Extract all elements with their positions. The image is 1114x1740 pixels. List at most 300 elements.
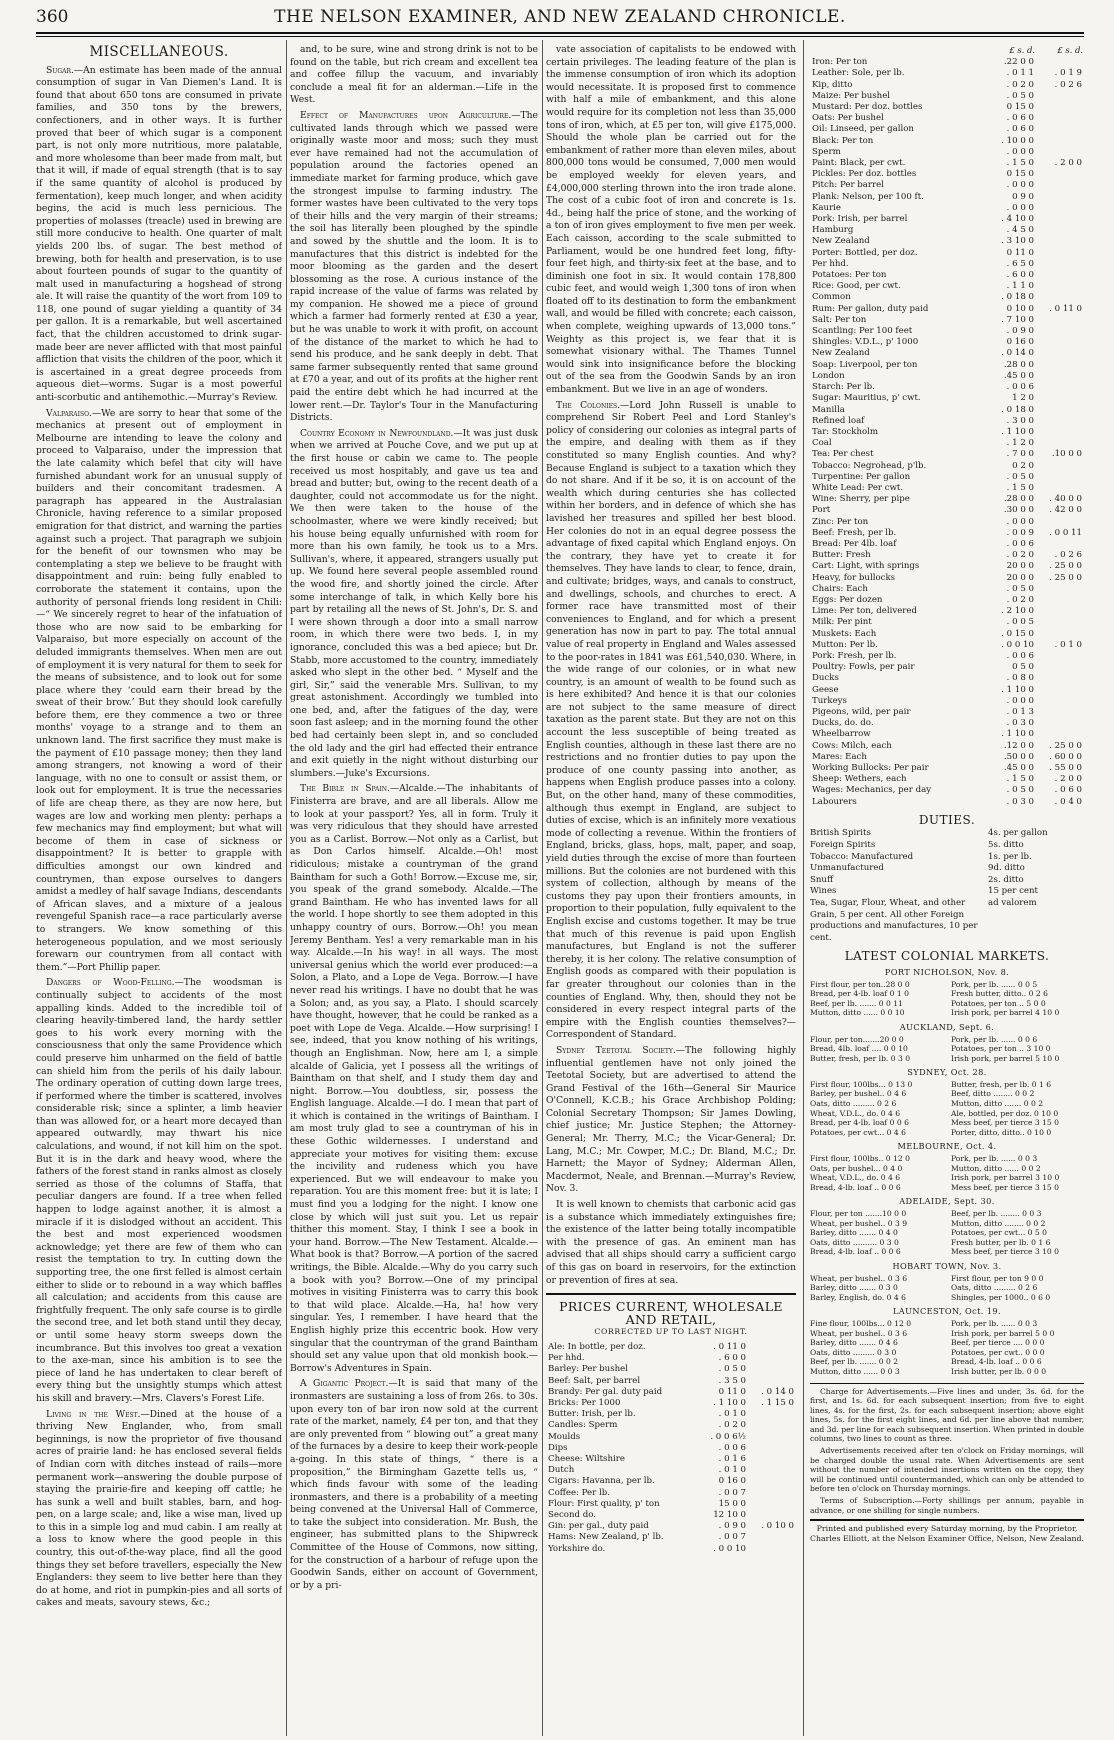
article-paragraph [546,1199,796,1287]
article-heading: Living in the West. [46,1408,141,1420]
price-value-max [1036,584,1084,595]
price-value: . 0 0 7 [718,1487,746,1498]
price-item: Black: Per ton [812,135,874,146]
price-row [810,785,1084,796]
price-row [546,1420,796,1431]
price-value: 0 9 0 [1012,191,1034,202]
market-price: Potatoes, per cwt... 0 5 0 [951,1228,1047,1238]
duty-item: Unmanufactured [810,863,884,874]
price-value: . 4 10 0 [1001,214,1034,225]
price-row [546,1409,796,1420]
prices-title: PRICES CURRENT, WHOLESALE AND RETAIL, [559,1299,783,1327]
market-price: Bread, per 4-lb. loaf 0 1 0 [810,989,909,999]
market-price: Beef, ditto ........ 0 0 2 [951,1089,1035,1099]
price-row [810,505,1084,516]
price-row [810,158,1084,169]
price-value-max [1036,124,1084,135]
market-price: Mutton, ditto ...... 0 0 10 [810,1008,905,1018]
price-row [810,606,1084,617]
price-header-blank [810,44,990,57]
price-value-max [1036,192,1084,203]
price-value: . 0 2 0 [718,1420,746,1431]
price-value: . 0 0 10 [1001,639,1034,650]
price-row [810,270,1084,281]
price-value: . 0 15 0 [1001,628,1034,639]
market-price: Oats, ditto ......... 0 2 6 [951,1283,1038,1293]
price-item: Mustard: Per doz. bottles [812,102,923,113]
price-row [810,304,1084,315]
market-price: Oats, ditto ......... 0 3 0 [810,1347,897,1357]
article-paragraph [36,408,282,975]
price-value-max: . 0 4 0 [1054,796,1082,807]
price-value: . 1 10 0 [1001,729,1034,740]
price-item: Dips [548,1442,568,1453]
price-item: Starch: Per lb. [812,382,875,393]
market-prices [810,1154,1084,1192]
price-item: Oil: Linseed, per gallon [812,124,914,135]
price-item: Moulds [548,1431,581,1442]
price-value: .12 0 0 [1003,740,1034,751]
price-row [810,662,1084,673]
advertisement-terms [810,1383,1084,1516]
price-item: Wages: Mechanics, per day [812,785,932,796]
price-value-max: . 0 11 0 [1049,303,1082,314]
price-value-max [1036,214,1084,225]
price-value: .45 0 0 [1003,370,1034,381]
market-price: Irish pork, per barrel 3 10 0 [951,1173,1060,1183]
column-1-articles [36,65,282,1610]
price-item: Coal [812,438,832,449]
price-value: . 4 5 0 [1006,225,1034,236]
price-value: .50 0 0 [1003,751,1034,762]
column-divider [542,40,543,1736]
price-value-max [1036,203,1084,214]
price-row [810,472,1084,483]
price-item: Mares: Each [812,751,867,762]
price-value-max [1036,102,1084,113]
price-value: 0 15 0 [1006,102,1034,113]
price-item: Second do. [548,1510,596,1521]
market-price: Oats, ditto ......... 0 2 6 [810,1099,897,1109]
duty-row [810,840,1084,852]
prices-subtitle: CORRECTED UP TO LAST NIGHT. [594,1327,748,1337]
price-row [810,528,1084,539]
price-value: . 0 1 3 [1006,706,1034,717]
article-text: —Alcalde.—The inhabitants of Finisterra are brave, and are all liberals. Allow me to look at your passport? Yes, all in form. Truly it was very ridiculous that they should have arrested you as a Carlist. Borrow.—Not only as a Carlist, but as Don Carlos himself. Alcalde.—Oh! most ridiculous; mistake a countryman of the grand Baintham for such a Goth! Borrow.—Excuse me, sir, you speak of the grand somebody. Alcalde.—The grand Baintham. He who has invented laws for all the world. I hope shortly to see them adopted in this unhappy country of ours. Borrow.—Oh! you mean Jeremy Bentham. Yes! a very remarkable man in his way. Alcalde.—In his way! in all ways. The most universal genius which the world ever produced:—a Solon, a Plato, and a Lope de Vega. Borrow.—I have never read his writings. I have no doubt that he was a Solon; and, as you say, a Plato. I should scarcely have thought, however, that he could be ranked as a poet with Lope de Vega. Alcalde.—How surprising! I see, indeed, that you know nothing of his writings, though an Englishman. Now, here am I, a simple alcalde of Galicia, yet I possess all the writings of Baintham on that shelf, and I study them day and night. Borrow.—You doubtless, sir, possess the English language. Alcalde.—I do. I mean that part of it which is contained in the writings of Baintham. I am most truly glad to see a countryman of his in these Gothic wildernesses. I understand and appreciate your motives for visiting them: excuse the incivility and rudeness which you have experienced. But we will endeavour to make you reparation. You are this moment free: but it is late; I must find you a lodging for the night. I know one close by which will just suit you. Let us repair thither this moment. Stay, I think I see a book in your hand. Borrow.—The New Testament. Alcalde.—What book is that? Borrow.—A portion of the sacred writings, the Bible. Alcalde.—Why do you carry such a book with you? Borrow.—One of my principal motives in visiting Finisterra was to carry this book to that wild place. Alcalde.—Ha, ha! how very singular. Yes, I remember. I have heard that the English highly prize this eccentric book. How very singular that the countryman of the grand Baintham should set any value upon that old monkish book.—Borrow's Adventures in Spain. [290,783,538,1374]
price-value-max [1036,292,1084,303]
price-row [810,113,1084,124]
price-item: Turkeys [812,695,847,706]
price-row [810,80,1084,91]
price-value-max: . 0 2 6 [1054,79,1082,90]
duty-rate: 9d. ditto [988,863,1025,874]
price-row [546,1376,796,1387]
price-value-max [1036,371,1084,382]
price-value-max: . 0 1 0 [1054,639,1082,650]
price-item: Refined loaf [812,415,865,426]
price-item: Oats: Per bushel [812,113,884,124]
article-text: —Dined at the house of a thriving New Englander, who, from small beginnings, is now the proprietor of five thousand acres of prairie land: he has enclosed several fields of Indian corn with ditches instead of rails—more permanent work—answering the double purpose of staying the prairie-fire and keeping off cattle; he has sunk a well and built stables, barn, and hog-pen, on a large scale; and, like a wise man, lived up to this in a simple log and mud cabin. I am really at a loss to know where the good people in this country, this out-of-the-way place, find all the good things they set before travellers, especially the New Englanders: they seem to live better here than they do at home, and riot in pumpkin-pies and all sorts of cakes and meats, savoury stews, &c.; [36,1408,282,1609]
price-value: . 0 0 6 [718,1442,746,1453]
price-value-max [1036,729,1084,740]
price-row [810,595,1084,606]
price-value: . 7 10 0 [1001,314,1034,325]
price-row [810,236,1084,247]
price-value-max [748,1342,796,1353]
price-value: . 0 18 0 [1001,292,1034,303]
market-price: Mutton, ditto ....... 0 0 2 [951,1099,1044,1109]
price-row [546,1476,796,1487]
market-price: Flour, per ton .......10 0 0 [810,1209,907,1218]
duty-item: British Spirits [810,828,871,839]
price-item: Flour: First quality, p' ton [548,1498,660,1509]
price-value-max [748,1364,796,1375]
market-price: Potatoes, per ton .. 3 10 0 [951,1044,1051,1054]
article-text: and, to be sure, wine and strong drink is not to be found on the table, but rich cream and excellent tea and coffee fillup the vacuum, and invariably conclude a meal fit for an alderman.—Life in the West. [290,44,538,106]
price-value: . 3 10 0 [1001,236,1034,247]
price-value: . 0 8 0 [1006,673,1034,684]
price-value: . 1 5 0 [1006,774,1034,785]
price-item: Tea: Per chest [812,449,874,460]
market-price: Fresh butter, per lb. 0 1 6 [951,1237,1051,1247]
price-item: Labourers [812,796,857,807]
price-row [810,685,1084,696]
article-heading: The Colonies. [556,399,620,411]
price-value-max [1036,606,1084,617]
market-price: First flour, 100lbs... 0 13 0 [810,1079,913,1089]
price-item: Brandy: Per gal. duty paid [548,1386,663,1397]
price-row [810,337,1084,348]
price-value: . 1 5 0 [1006,482,1034,493]
market-price: Beef, per lb. ........ 0 0 3 [951,1209,1042,1218]
price-item: White Lead: Per cwt. [812,482,904,493]
price-value-max [748,1420,796,1431]
price-value-max [1036,326,1084,337]
price-row [810,797,1084,808]
price-value-max [1036,225,1084,236]
article-text: vate association of capitalists to be endowed with certain privileges. The leading feature of the plan is the immense consumption of iron which its adoption would necessitate. It is proposed first to commence with half a mile of embankment, and this alone would require for its completion not less than 35,000 tons of iron, which, at £5 per ton, will give £175,000. Should the whole plan be carried out for the embankment of rather more than eleven miles, about 800,000 tons would be consumed, 7,000 men would be employed weekly for eleven years, and £4,000,000 sterling thrown into the iron trade alone. The cost of a cubic foot of iron and concrete is 1s. 4d., being half the price of stone, and the working of a ton of iron gives employment to five men per week. Each caisson, according to the scale submitted to Parliament, would be one hundred feet long, fifty-four feet high, and thirty-six feet at the base, and to diminish one foot in six. It would contain 178,800 cubic feet, and would weigh 1,300 tons of iron when floated off to its destination to form the embankment wall, and would be filled with concrete; each caisson, when complete, weighing upwards of 13,000 tons.” Weighty as this project is, we fear that it is somewhat visionary withal. The Thames Tunnel would sink into insignificance before the blocking out of the sea from the Goodwin Sands by an iron embankment. But we live in an age of wonders. [546,44,796,396]
price-value: . 6 5 0 [1006,258,1034,269]
price-value: . 0 6 0 [1006,113,1034,124]
price-value: . 0 9 0 [1006,326,1034,337]
article-text: —It is said that many of the ironmasters are sustaining a loss of from 26s. to 30s. upon every ton of bar iron now sold at the current rate of the market, namely, £4 per ton, and that they are only prevented from “ blowing out” a great many of the furnaces by a desire to keep their work-people a-going. In this state of things, “ there is a proposition,” the Birmingham Gazette tells us, “ which finds favour with some of the leading ironmasters, and there is a probability of a meeting being convened at the Universal Hall of Commerce, to take the subject into consideration. Mr. Bush, the engineer, has submitted plans to the Shipwreck Committee of the House of Commons, now sitting, for the construction of a harbour of refuge upon the Goodwin Sands, either on account of Government, or by a pri- [290,1378,538,1591]
article-heading: Effect of Manufactures upon Agriculture. [300,109,512,121]
price-value: . 0 0 0 [1006,202,1034,213]
price-value-max [748,1476,796,1487]
price-row [810,438,1084,449]
price-value: 0 2 0 [1012,460,1034,471]
column-divider [803,40,804,1736]
price-value: . 1 10 0 [1001,684,1034,695]
article-text: —Lord John Russell is unable to comprehend Sir Robert Peel and Lord Stanley's policy of considering our colonies as integral parts of the empire, and dealing with them as if they constituted so many English counties. And why? Because England is subject to a taxation which they do not share. And if it be so, it is on account of the wealth which during centuries she has collected within her borders, and in defence of which she has lavished her treasures and spilled her best blood. Her colonies do not in an equal degree possess the advantage of fixed capital which England enjoys. On the contrary, they have yet to create it for themselves. They have lands to clear, to fence, drain, and cultivate; bridges, ways, and canals to construct, and dwellings, schools, and churches to erect. A former race have transmitted most of their conveniences to England, and for which a present generation has now in part to pay. The total annual value of real property in England and Wales assessed to the poor-rates in 1841 was £61,540,030. Where, in the wide range of our colonies, or in what new country, is an amount of wealth to be found such as is here exhibited? And hence it is that our colonies are not subject to the same measure of direct taxation as the parent state. But they are not on this account the less susceptible of being treated as English counties, although in these last there are no restrictions and no frontier duties to pay upon the produce of one county passing into another, as happens when English produce passes into a colony. But, on the other hand, many of these commodities, although thus exempt in England, are subject to duties of excise, which is an infinitely more vexatious mode of collecting a revenue. Within the frontiers of England, bricks, glass, hops, malt, paper, and soap, yield duties through the excise of more than fourteen millions. But the colonies are not burdened with this system of collection, although by means of the customs they pay upon their frontiers amounts, in proportion to their population, fully equivalent to the English excise and customs together. It may be true that much of this revenue is paid upon English manufactures, but England is not the sufferer thereby, it is her colony. The relative consumption of English goods as compared with their population is far greater throughout our colonies than in the counties of England. Why, then, should they not be considered in every respect integral parts of the empire with the English counties themselves?—Correspondent of Standard. [546,399,796,1041]
column-3-articles [546,44,796,1287]
price-row [810,707,1084,718]
price-value-max [1036,617,1084,628]
price-row [546,1443,796,1454]
price-value-max [1036,517,1084,528]
price-value: 0 11 0 [718,1386,746,1397]
price-item: Cheese: Wiltshire [548,1454,625,1464]
price-row [546,1454,796,1465]
market-prices [810,1319,1084,1377]
price-item: Kaurie [812,202,842,213]
price-value: . 0 1 6 [718,1454,746,1464]
price-value: . 0 14 0 [1001,348,1034,359]
price-row [810,483,1084,494]
price-value-max: . 0 1 9 [1054,68,1082,79]
duty-rate: 4s. per gallon [988,828,1048,839]
price-row [546,1387,796,1398]
market-price: Mess beef, per tierce 3 15 0 [951,1182,1060,1192]
market-price: Irish pork, per barrel 5 10 0 [951,1053,1060,1063]
article-heading: Dangers of Wood-Felling. [46,977,175,989]
duty-row [810,852,1084,864]
column-1 [36,44,282,1734]
page-number: 360 [36,7,69,27]
price-row [810,673,1084,684]
market-price: Pork, per lb. ...... 0 0 3 [951,1154,1038,1164]
fine-print-paragraph: Advertisements received after ten o'clock on Friday mornings, will be charged double the usual rate. When Advertisements are sent without the number of intended insertions written on the copy, they will be continued until countermanded, which can only be attended to before ten o'clock on Thursday mornings. [810,1446,1084,1494]
colonial-markets [810,950,1084,1376]
price-value-max [1036,405,1084,416]
price-item: Ducks [812,673,839,684]
price-item: New Zealand [812,236,870,247]
market-price: Beef, per lb. ....... 0 0 11 [810,998,903,1008]
price-value: 1 2 0 [1012,393,1034,404]
price-row [810,640,1084,651]
article-heading: Sugar. [46,64,74,76]
market-price: First flour, per ton 9 0 0 [951,1273,1044,1283]
price-value-max [748,1465,796,1476]
price-value: .30 0 0 [1003,505,1034,516]
price-row [546,1544,796,1555]
price-item: Wine: Sherry, per pipe [812,494,910,505]
price-row [810,718,1084,729]
duty-rate: 15 per cent [988,886,1038,897]
price-value: . 6 0 0 [1006,270,1034,281]
price-value: .22 0 0 [1003,57,1034,68]
price-value-max [1036,113,1084,124]
price-value-max [1036,136,1084,147]
price-value: . 0 0 0 [1006,516,1034,527]
price-item: Paint: Black, per cwt. [812,158,906,169]
duties-title: DUTIES. [918,812,976,827]
price-value-max [748,1488,796,1499]
price-row [810,382,1084,393]
price-value-max [748,1443,796,1454]
price-value-max [1036,360,1084,371]
price-item: Iron: Per ton [812,57,868,68]
price-row [810,517,1084,528]
article-heading: Valparaiso. [46,407,92,419]
duty-row [810,886,1084,898]
price-value-max [748,1544,796,1555]
market-price: Porter, ditto, ditto.. 0 10 0 [951,1127,1052,1137]
price-item: Common [812,292,851,303]
market-price: First flour, 100lbs.. 0 12 0 [810,1154,910,1164]
price-row [810,752,1084,763]
price-item: Tobacco: Negrohead, p'lb. [812,460,927,471]
price-row [810,461,1084,472]
price-row [810,763,1084,774]
price-value-max [1036,595,1084,606]
price-value: . 1 10 0 [1001,426,1034,437]
market-price: Ale, bottled, per doz. 0 10 0 [951,1108,1059,1118]
market-price: Barley, ditto ....... 0 4 6 [810,1338,898,1348]
market-price: Barley, per bushel.. 0 4 6 [810,1089,907,1099]
price-value: . 1 5 0 [1006,158,1034,169]
price-row [810,68,1084,79]
price-value: . 0 0 10 [713,1543,746,1554]
price-value-max [1036,236,1084,247]
price-item: Mutton: Per lb. [812,639,878,650]
article-paragraph [290,428,538,781]
price-value: . 0 5 0 [1006,471,1034,482]
market-price: Oats, per bushel... 0 4 0 [810,1163,903,1173]
price-value-max [1036,438,1084,449]
market-prices [810,1274,1084,1303]
price-value: 20 0 0 [1006,561,1034,572]
column-3 [546,44,796,1734]
price-value: . 3 5 0 [718,1375,746,1386]
price-item: Beef: Salt, per barrel [548,1375,641,1386]
price-row [810,550,1084,561]
price-value: . 0 5 0 [1006,785,1034,796]
price-row [546,1342,796,1353]
price-value-max: . 25 0 0 [1049,561,1082,572]
price-row [810,617,1084,628]
duty-row [810,875,1084,887]
price-item: Port [812,505,831,516]
price-value-max: . 2 0 0 [1054,774,1082,785]
price-item: Salt: Per ton [812,314,867,325]
article-text: —The woodsman is continually subject to accidents of the most appalling kinds. Added to the incredible toil of clearing heavily-timbered land, the hardy settler goes to his work every morning with the consciousness that only the same Providence which could preserve him unharmed on the field of battle can shield him from the perils of his daily labour. The ordinary operation of cutting down large trees, if performed where the timber is scattered, involves considerable risk; since a splinter, a limb heavier than was allowed for, or a heart more decayed than appeared outwardly, may thwart his nice calculations, and wound, if not kill him on the spot. But it is in the dark and heavy wood, where the fathers of the forest stand in ranks almost as closely serried as those of the columns of Staffa, that peculiar dangers are found. If a tree when felled happen to lodge against another, it is almost a miracle if it is dislodged without an accident. This the best and most experienced woodsmen acknowledge; yet there are few of them who can resist the temptation to try. In cutting down the supporting tree, the one first felled is almost certain either to slide or to rebound in a way which baffles all calculation; and accidents from this cause are frightfully frequent. The only safe course is to girdle the second tree, and let both stand until they decay, or until some heavy storm sweeps down the incumbrance. But this involves too great a vexation to the axe-man, since his ambition is to see the piece of land he has undertaken to clear bereft of every thing but the unsightly stumps which attest his skill and bravery.—Mrs. Clavers's Forest Life. [36,977,282,1404]
price-item: Eggs: Per dozen [812,594,883,605]
price-row [810,180,1084,191]
price-row [810,449,1084,460]
duty-row [810,863,1084,875]
price-row [546,1364,796,1375]
market-price: Mess beef, per tierce 3 15 0 [951,1118,1060,1128]
price-row [810,393,1084,404]
price-header-min: £ s. d. [1009,45,1035,55]
price-item: Working Bullocks: Per pair [812,763,929,773]
market-price: Beef, per tierce .... 0 0 0 [951,1338,1045,1348]
price-item: Gin: per gal., duty paid [548,1521,649,1532]
price-item: Butter: Fresh [812,550,871,561]
article-paragraph [36,977,282,1405]
price-value-max [1036,651,1084,662]
price-row [546,1532,796,1543]
price-value-max: . 2 0 0 [1054,158,1082,169]
price-value: . 0 2 0 [1006,79,1034,90]
price-value: 0 10 0 [1006,303,1034,314]
market-price: Irish pork, per barrel 5 0 0 [951,1328,1055,1338]
duties-section [810,814,1084,945]
price-row [810,741,1084,752]
market-price: Wheat, per bushel.. 0 3 6 [810,1328,908,1338]
price-value-max [1036,707,1084,718]
duty-item: Foreign Spirits [810,840,876,850]
price-item: Kip, ditto [812,79,853,90]
article-heading: Sydney Teetotal Society. [556,1044,676,1056]
price-value-max: . 25 0 0 [1049,572,1082,583]
price-item: Shingles: V.D.L., p' 1000 [812,337,919,348]
price-value: . 1 2 0 [1006,438,1034,449]
market-price: Pork, per lb. ...... 0 0 6 [951,1034,1038,1044]
price-value: 0 11 0 [1006,247,1034,258]
price-item: Ale: In bottle, per doz. [548,1341,646,1352]
price-row [810,561,1084,572]
price-item: Hams: New Zealand, p' lb. [548,1532,664,1543]
price-row [810,405,1084,416]
price-value: . 0 3 0 [1006,796,1034,807]
price-value-max [1036,539,1084,550]
market-price: Beef, per lb. ....... 0 0 2 [810,1357,899,1367]
price-row [810,774,1084,785]
duty-rate: 5s. ditto [988,840,1024,850]
market-price: Mutton, ditto ........ 0 0 2 [951,1218,1046,1228]
price-value: . 0 9 0 [718,1521,746,1532]
price-row [810,147,1084,158]
market-price: Butter, fresh, per lb. 0 3 0 [810,1053,911,1063]
fine-print-paragraph: Charge for Advertisements.—Five lines and under, 3s. 6d. for the first, and 1s. 6d. for each subsequent insertion; from five to eight lines, 4s. for the first, 2s. for each subsequent insertion; above eight lines, 5s. for the first eight lines, and 6d. per line above that number, and 3d. per line for each subsequent insertion. When printed in double columns, two lines to count as three. [810,1386,1084,1444]
price-row [810,91,1084,102]
price-value-max [1036,629,1084,640]
price-value-max [1036,393,1084,404]
price-value: 0 5 0 [1012,662,1034,673]
price-value: . 0 18 0 [1001,404,1034,415]
price-row [810,539,1084,550]
price-value-max [1036,673,1084,684]
price-row [810,651,1084,662]
article-text: —It was just dusk when we arrived at Pouche Cove, and we put up at the first house or cabin we came to. The people received us most hospitably, and gave us tea and bread and butter; but, owing to the recent death of a daughter, could not accommodate us for the night. We then were taken to the house of the schoolmaster, where we were kindly received; but his house being equally unfurnished with room for more than his own family, he took us to a Mrs. Sullivan's, where, it appeared, strangers usually put up. We found here several people assembled round the wood fire, and shortly joined the circle. After some interchange of talk, in which Kelly bore his part by retailing all the news of St. John's, Dr. S. and I were shown through a door into a small narrow room, in which there were two beds. I, in my ignorance, concluded this was a bed apiece; but Dr. Stabb, more accustomed to the country, immediately asked who slept in the other bed. “ Myself and the girl, Sir,” said the venerable Mrs. Sullivan, to my great astonishment. Accordingly we tumbled into one bed, and, after the fatigues of the day, were soon fast asleep; and in the morning found the other bed had certainly been slept in, and so concluded the old lady and the girl had effected their entrance and exit quietly in the night without disturbing our slumbers.—Juke's Excursions. [290,427,538,779]
price-value-max: . 0 6 0 [1054,785,1082,796]
price-value: . 0 3 0 [1006,718,1034,729]
article-paragraph [546,44,796,397]
price-row [546,1465,796,1476]
price-value-max [1036,696,1084,707]
price-value-max [1036,248,1084,259]
price-value: . 1 10 0 [713,1397,746,1408]
price-value-max [748,1409,796,1420]
price-value-max [748,1432,796,1443]
price-value-max [1036,169,1084,180]
price-item: Pitch: Per barrel [812,180,884,191]
price-value: 0 15 0 [1006,169,1034,180]
market-town: MELBOURNE, Oct. 4. [897,1141,997,1152]
price-row [546,1521,796,1532]
market-price: Wheat, V.D.L., do. 0 4 6 [810,1108,901,1118]
price-value-max [748,1454,796,1465]
price-value-max [1036,315,1084,326]
price-value: . 2 10 0 [1001,606,1034,617]
price-value: . 0 2 0 [1006,550,1034,561]
price-item: Sheep: Wethers, each [812,774,907,785]
price-row [810,259,1084,270]
price-value-max [1036,270,1084,281]
price-value-max [1036,180,1084,191]
price-row [810,136,1084,147]
price-value-max: . 0 0 11 [1049,527,1082,538]
colonial-title: LATEST COLONIAL MARKETS. [844,949,1050,964]
price-value: . 0 11 0 [713,1341,746,1352]
price-value: . 0 0 6 [1006,382,1034,393]
price-row [810,416,1084,427]
price-item: Pork: Irish, per barrel [812,214,908,225]
price-row [810,348,1084,359]
price-value-max: .10 0 0 [1051,449,1082,460]
